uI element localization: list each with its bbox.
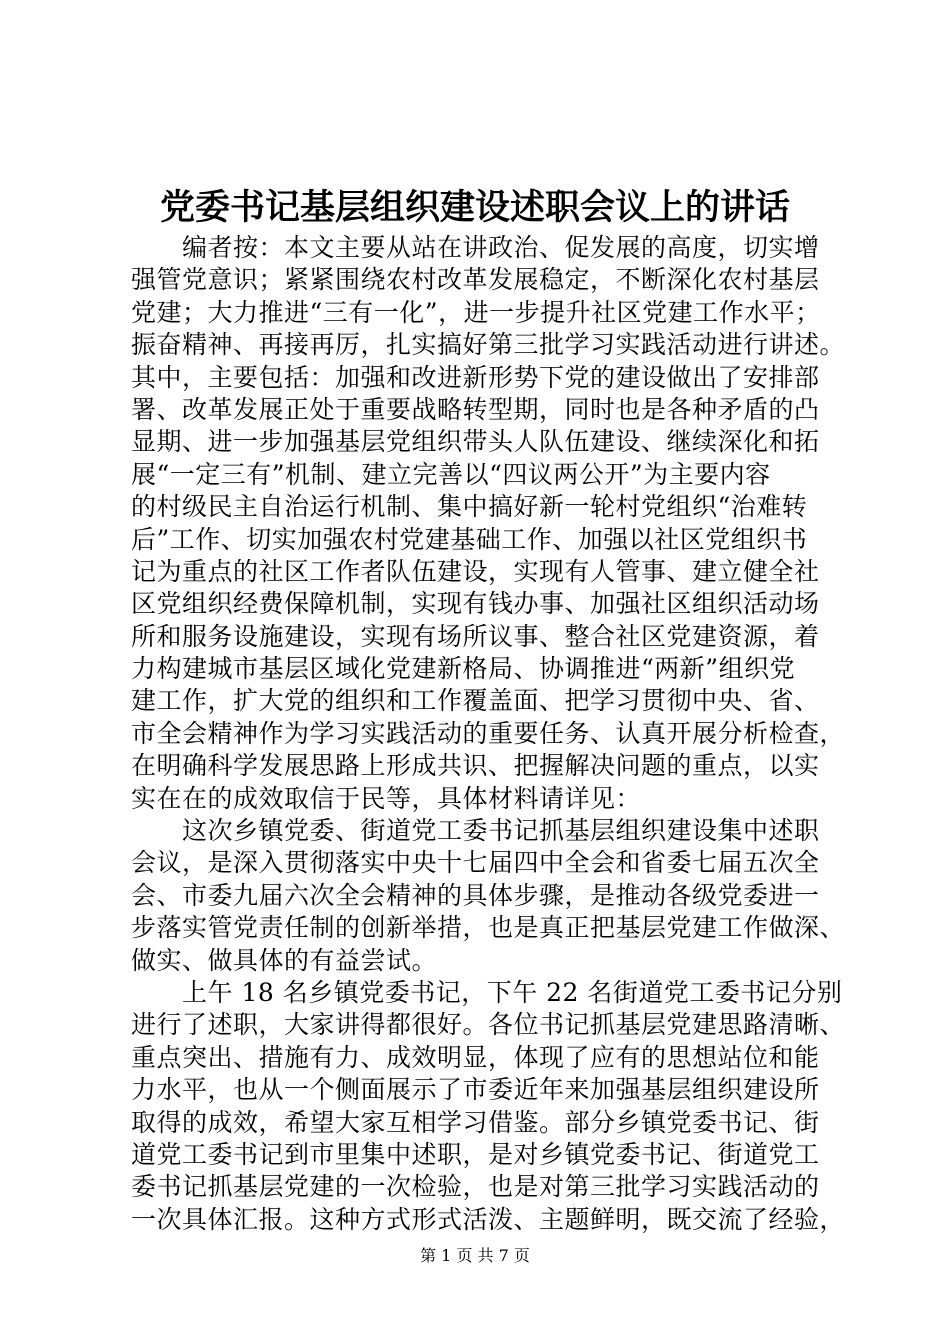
- paragraph-line: 委书记抓基层党建的一次检验，也是对第三批学习实践活动的: [131, 1172, 820, 1202]
- paragraph-line: 道党工委书记到市里集中述职，是对乡镇党委书记、街道党工: [131, 1139, 820, 1169]
- paragraph-line: 显期、进一步加强基层党组织带头人队伍建设、继续深化和拓: [131, 427, 820, 457]
- paragraph-line: 在明确科学发展思路上形成共识、把握解决问题的重点，以实: [131, 751, 820, 781]
- document-body: [131, 232, 851, 1236]
- paragraph-line: 记为重点的社区工作者队伍建设，实现有人管事、建立健全社: [131, 556, 820, 586]
- paragraph-line: 其中，主要包括：加强和改进新形势下党的建设做出了安排部: [131, 362, 820, 392]
- paragraph-line: 上午 18 名乡镇党委书记，下午 22 名街道党工委书记分别: [182, 977, 843, 1007]
- paragraph-line: 力水平，也从一个侧面展示了市委近年来加强基层组织建设所: [131, 1075, 820, 1105]
- paragraph-line: 市全会精神作为学习实践活动的重要任务、认真开展分析检查，: [131, 718, 846, 748]
- paragraph-line: 会议，是深入贯彻落实中央十七届四中全会和省委七届五次全: [131, 848, 820, 878]
- paragraph-line: 强管党意识；紧紧围绕农村改革发展稳定，不断深化农村基层: [131, 265, 820, 295]
- document-title: 党委书记基层组织建设述职会议上的讲话: [159, 187, 790, 228]
- paragraph-line: 后”工作、切实加强农村党建基础工作、加强以社区党组织书: [131, 524, 808, 554]
- paragraph-line: 做实、做具体的有益尝试。: [131, 945, 438, 975]
- paragraph-line: 所和服务设施建设，实现有场所议事、整合社区党建资源，着: [131, 621, 820, 651]
- paragraph-line: 振奋精神、再接再厉，扎实搞好第三批学习实践活动进行讲述。: [131, 330, 846, 360]
- page-number-footer: 第 1 页 共 7 页: [420, 1246, 530, 1265]
- paragraph-line: 党建；大力推进“三有一化”，进一步提升社区党建工作水平；: [131, 297, 821, 327]
- paragraph-line: 建工作，扩大党的组织和工作覆盖面、把学习贯彻中央、省、: [131, 686, 820, 716]
- paragraph-line: 进行了述职，大家讲得都很好。各位书记抓基层党建思路清晰、: [131, 1010, 846, 1040]
- paragraph-line: 力构建城市基层区域化党建新格局、协调推进“两新”组织党: [131, 654, 796, 684]
- paragraph-line: 这次乡镇党委、街道党工委书记抓基层组织建设集中述职: [182, 816, 820, 846]
- paragraph-line: 展“一定三有”机制、建立完善以“四议两公开”为主要内容: [131, 459, 771, 489]
- paragraph-line: 的村级民主自治运行机制、集中搞好新一轮村党组织“治难转: [131, 492, 808, 522]
- paragraph-line: 步落实管党责任制的创新举措，也是真正把基层党建工作做深、: [131, 913, 846, 943]
- paragraph-line: 一次具体汇报。这种方式形式活泼、主题鲜明，既交流了经验，: [131, 1204, 846, 1234]
- paragraph-line: 区党组织经费保障机制，实现有钱办事、加强社区组织活动场: [131, 589, 820, 619]
- paragraph-line: 取得的成效，希望大家互相学习借鉴。部分乡镇党委书记、街: [131, 1107, 820, 1137]
- paragraph-line: 重点突出、措施有力、成效明显，体现了应有的思想站位和能: [131, 1042, 820, 1072]
- paragraph-line: 会、市委九届六次全会精神的具体步骤，是推动各级党委进一: [131, 880, 820, 910]
- paragraph-line: 编者按：本文主要从站在讲政治、促发展的高度，切实增: [182, 233, 820, 262]
- paragraph-line: 署、改革发展正处于重要战略转型期，同时也是各种矛盾的凸: [131, 394, 820, 424]
- paragraph-line: 实在在的成效取信于民等，具体材料请详见：: [131, 783, 642, 813]
